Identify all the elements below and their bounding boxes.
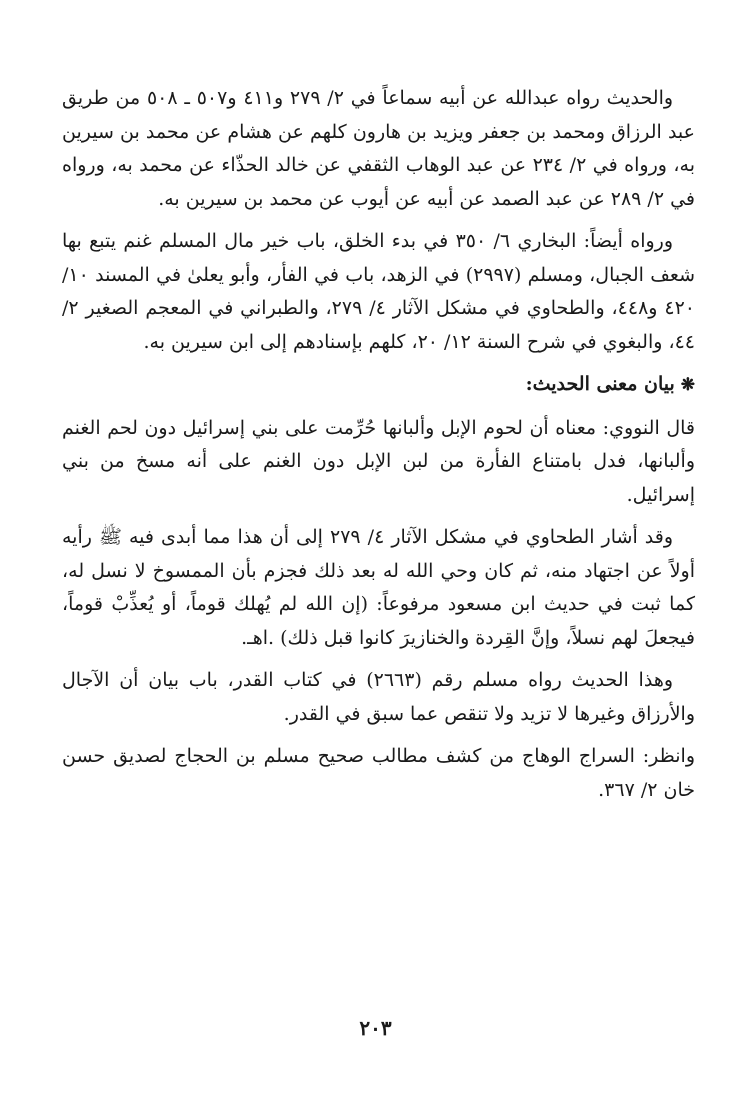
paragraph-narration-chains: والحديث رواه عبدالله عن أبيه سماعاً في ٢/ ٢٧٩ و٤١١ و٥٠٧ ـ ٥٠٨ من طريق عبد الرزاق ومحمد بن جعفر ويزيد بن هارون كلهم عن هشام عن محمد بن سيرين به، ورواه في ٢/ ٢٣٤ عن عبد الوهاب الثقفي عن خالد الحذّاء عن محمد به، ورواه في ٢/ ٢٨٩ عن عبد الصمد عن أبيه عن أيوب عن محمد بن سيرين به.: [62, 87, 695, 210]
page-number: ٢٠٣: [359, 1016, 392, 1040]
section-heading: [62, 368, 695, 403]
section-heading-text: بيان معنى الحديث:: [525, 373, 675, 395]
paragraph-tahawi-note: وقد أشار الطحاوي في مشكل الآثار ٤/ ٢٧٩ إلى أن هذا مما أبدى فيه ﷺ رأيه أولاً عن اجتهاد منه، ثم كان وحي الله له بعد ذلك فجزم بأن الممسوخ لا نسل له، كما ثبت في حديث ابن مسعود مرفوعاً: (إن الله لم يُهلك قوماً، أو يُعذِّبْ قوماً، فيجعلَ لهم نسلاً، وإنَّ القِردة والخنازيرَ كانوا قبل ذلك) .اهـ.: [62, 526, 695, 649]
page-body: [62, 82, 695, 816]
paragraph-see-also: وانظر: السراج الوهاج من كشف مطالب صحيح مسلم بن الحجاج لصديق حسن خان ٢/ ٣٦٧.: [62, 745, 695, 801]
paragraph-other-narrators: ورواه أيضاً: البخاري ٦/ ٣٥٠ في بدء الخلق، باب خير مال المسلم غنم يتبع بها شعف الجبال، ومسلم (٢٩٩٧) في الزهد، باب في الفأر، وأبو يعلىٰ في المسند ١٠/ ٤٢٠ و٤٤٨، والطحاوي في مشكل الآثار ٤/ ٢٧٩، والطبراني في المعجم الصغير ٢/ ٤٤، والبغوي في شرح السنة ١٢/ ٢٠، كلهم بإسنادهم إلى ابن سيرين به.: [62, 230, 695, 353]
paragraph-muslim-reference: وهذا الحديث رواه مسلم رقم (٢٦٦٣) في كتاب القدر، باب بيان أن الآجال والأرزاق وغيرها لا تزيد ولا تنقص عما سبق في القدر.: [62, 669, 695, 725]
asterisk-bullet-icon: ❋: [680, 375, 695, 395]
paragraph-nawawi-explanation: قال النووي: معناه أن لحوم الإبل وألبانها حُرِّمت على بني إسرائيل دون لحم الغنم وألبانها، فدل بامتناع الفأرة من لبن الإبل دون الغنم على أنه مسخ من بني إسرائيل.: [62, 416, 695, 506]
